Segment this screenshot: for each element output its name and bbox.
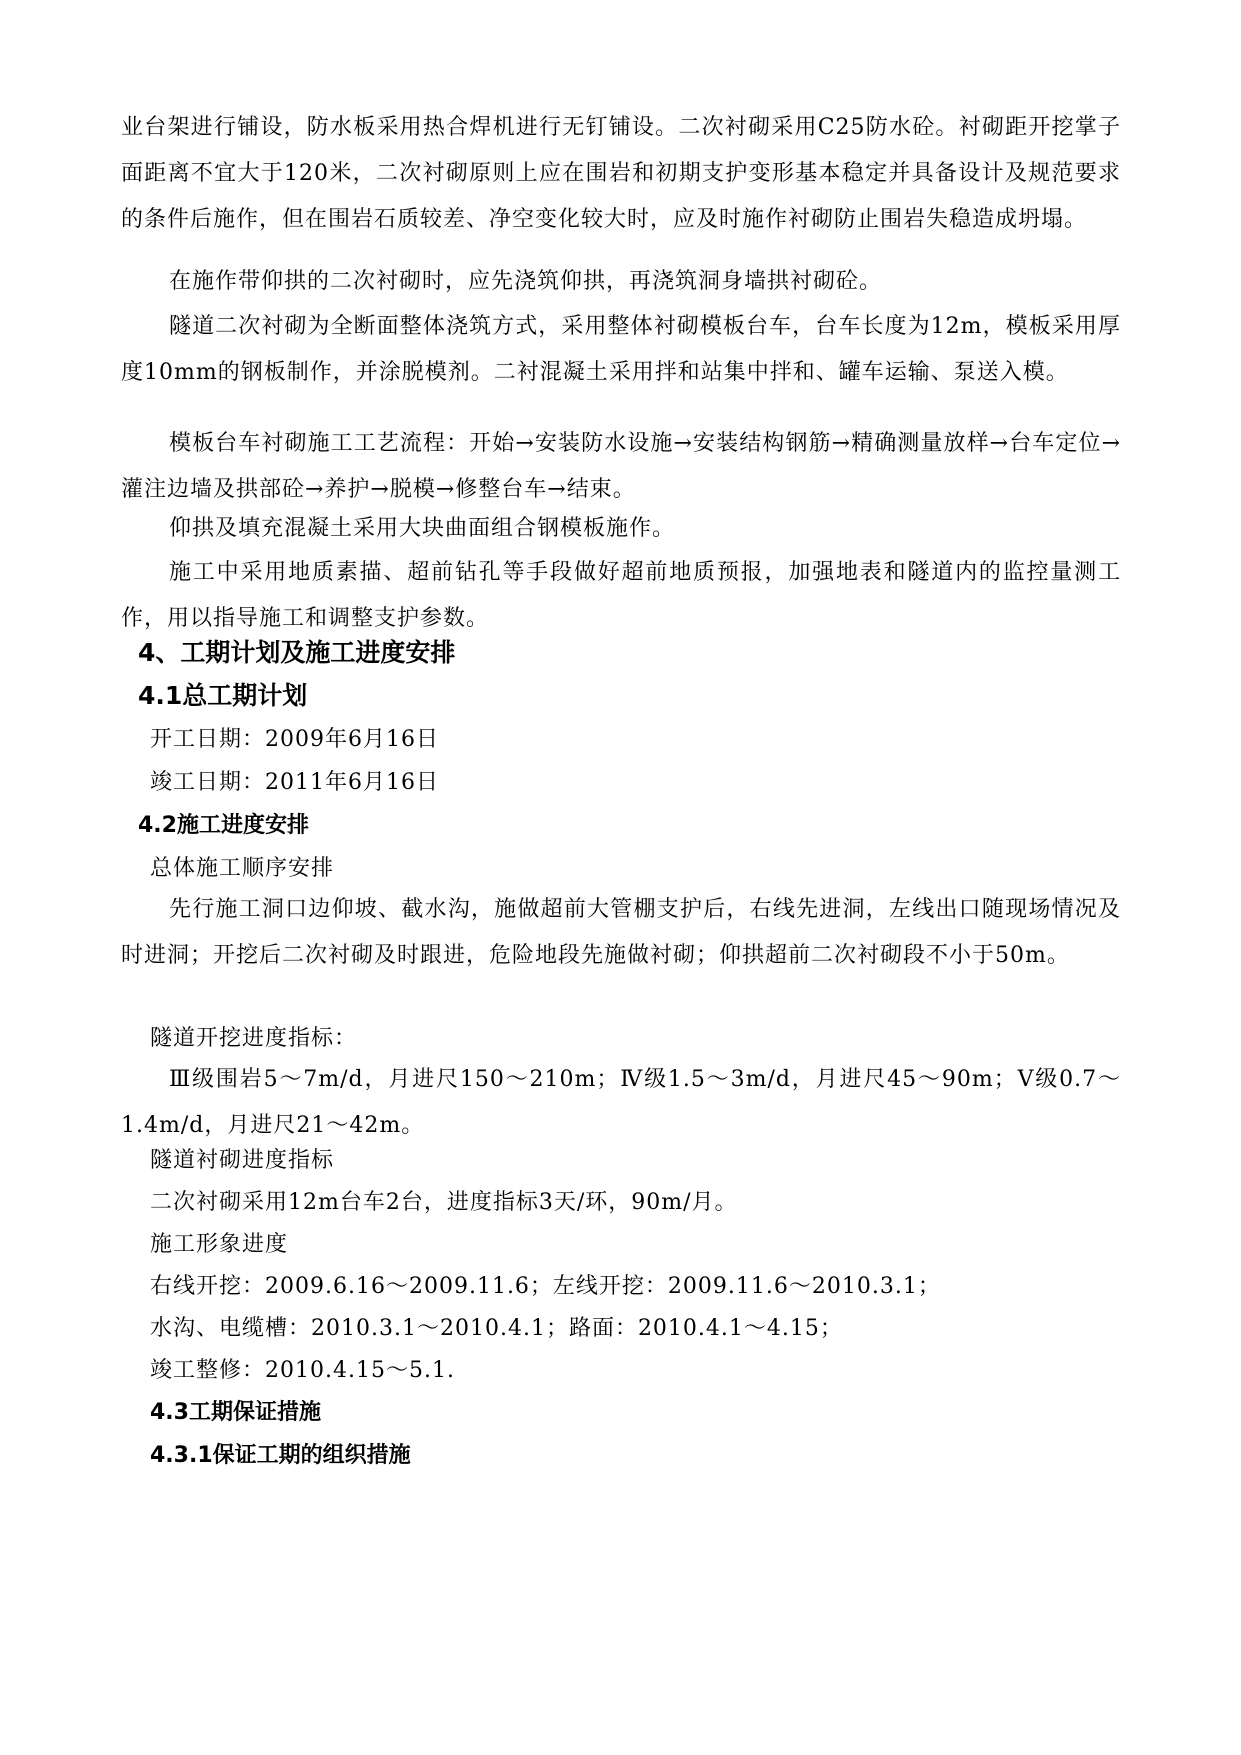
section-heading-4-1: 4.1总工期计划 — [138, 681, 308, 710]
end-date: 竣工日期：2011年6月16日 — [150, 770, 439, 795]
excavation-index-text: Ⅲ级围岩5～7m/d，月进尺150～210m；Ⅳ级1.5～3m/d，月进尺45～90m；Ⅴ级0.7～1.4m/d，月进尺21～42m。 — [121, 1067, 1121, 1138]
paragraph-invert-arch: 在施作带仰拱的二次衬砌时，应先浇筑仰拱，再浇筑洞身墙拱衬砌砼。 — [169, 269, 883, 294]
section-heading-4-3-1: 4.3.1保证工期的组织措施 — [150, 1443, 411, 1468]
section-heading-4-2: 4.2施工进度安排 — [138, 813, 309, 838]
progress-image-line-2: 水沟、电缆槽：2010.3.1～2010.4.1；路面：2010.4.1～4.15； — [150, 1316, 843, 1341]
paragraph-formwork-trolley: 隧道二次衬砌为全断面整体浇筑方式，采用整体衬砌模板台车，台车长度为12m，模板采用厚度10mm的钢板制作，并涂脱模剂。二衬混凝土采用拌和站集中拌和、罐车运输、泵送入模。 — [121, 314, 1121, 385]
progress-image-line-3: 竣工整修：2010.4.15～5.1. — [150, 1358, 455, 1383]
lining-index-title: 隧道衬砌进度指标 — [150, 1148, 335, 1173]
paragraph-geological-forecast: 施工中采用地质素描、超前钻孔等手段做好超前地质预报，加强地表和隧道内的监控量测工作，用以指导施工和调整支护参数。 — [121, 560, 1121, 631]
excavation-index-title: 隧道开挖进度指标： — [150, 1026, 358, 1051]
section-heading-4-3: 4.3工期保证措施 — [150, 1400, 321, 1425]
progress-image-line-1: 右线开挖：2009.6.16～2009.11.6；左线开挖：2009.11.6～2010.3.1； — [150, 1274, 941, 1299]
lining-index-text: 二次衬砌采用12m台车2台，进度指标3天/环，90m/月。 — [150, 1190, 738, 1215]
paragraph-process-flow: 模板台车衬砌施工工艺流程：开始→安装防水设施→安装结构钢筋→精确测量放样→台车定位→灌注边墙及拱部砼→养护→脱模→修整台车→结束。 — [121, 431, 1121, 502]
overall-order-title: 总体施工顺序安排 — [150, 856, 335, 881]
start-date: 开工日期：2009年6月16日 — [150, 727, 439, 752]
paragraph-steel-formwork: 仰拱及填充混凝土采用大块曲面组合钢模板施作。 — [169, 516, 676, 541]
section-heading-4: 4、工期计划及施工进度安排 — [138, 638, 456, 667]
overall-order-text: 先行施工洞口边仰坡、截水沟，施做超前大管棚支护后，右线先进洞，左线出口随现场情况及时进洞；开挖后二次衬砌及时跟进，危险地段先施做衬砌；仰拱超前二次衬砌段不小于50m。 — [121, 897, 1121, 968]
paragraph-lining-intro: 业台架进行铺设，防水板采用热合焊机进行无钉铺设。二次衬砌采用C25防水砼。衬砌距开挖掌子面距离不宜大于120米，二次衬砌原则上应在围岩和初期支护变形基本稳定并具备设计及规范要求的条件后施作，但在围岩石质较差、净空变化较大时，应及时施作衬砌防止围岩失稳造成坍塌。 — [121, 115, 1121, 232]
progress-image-title: 施工形象进度 — [150, 1232, 289, 1257]
